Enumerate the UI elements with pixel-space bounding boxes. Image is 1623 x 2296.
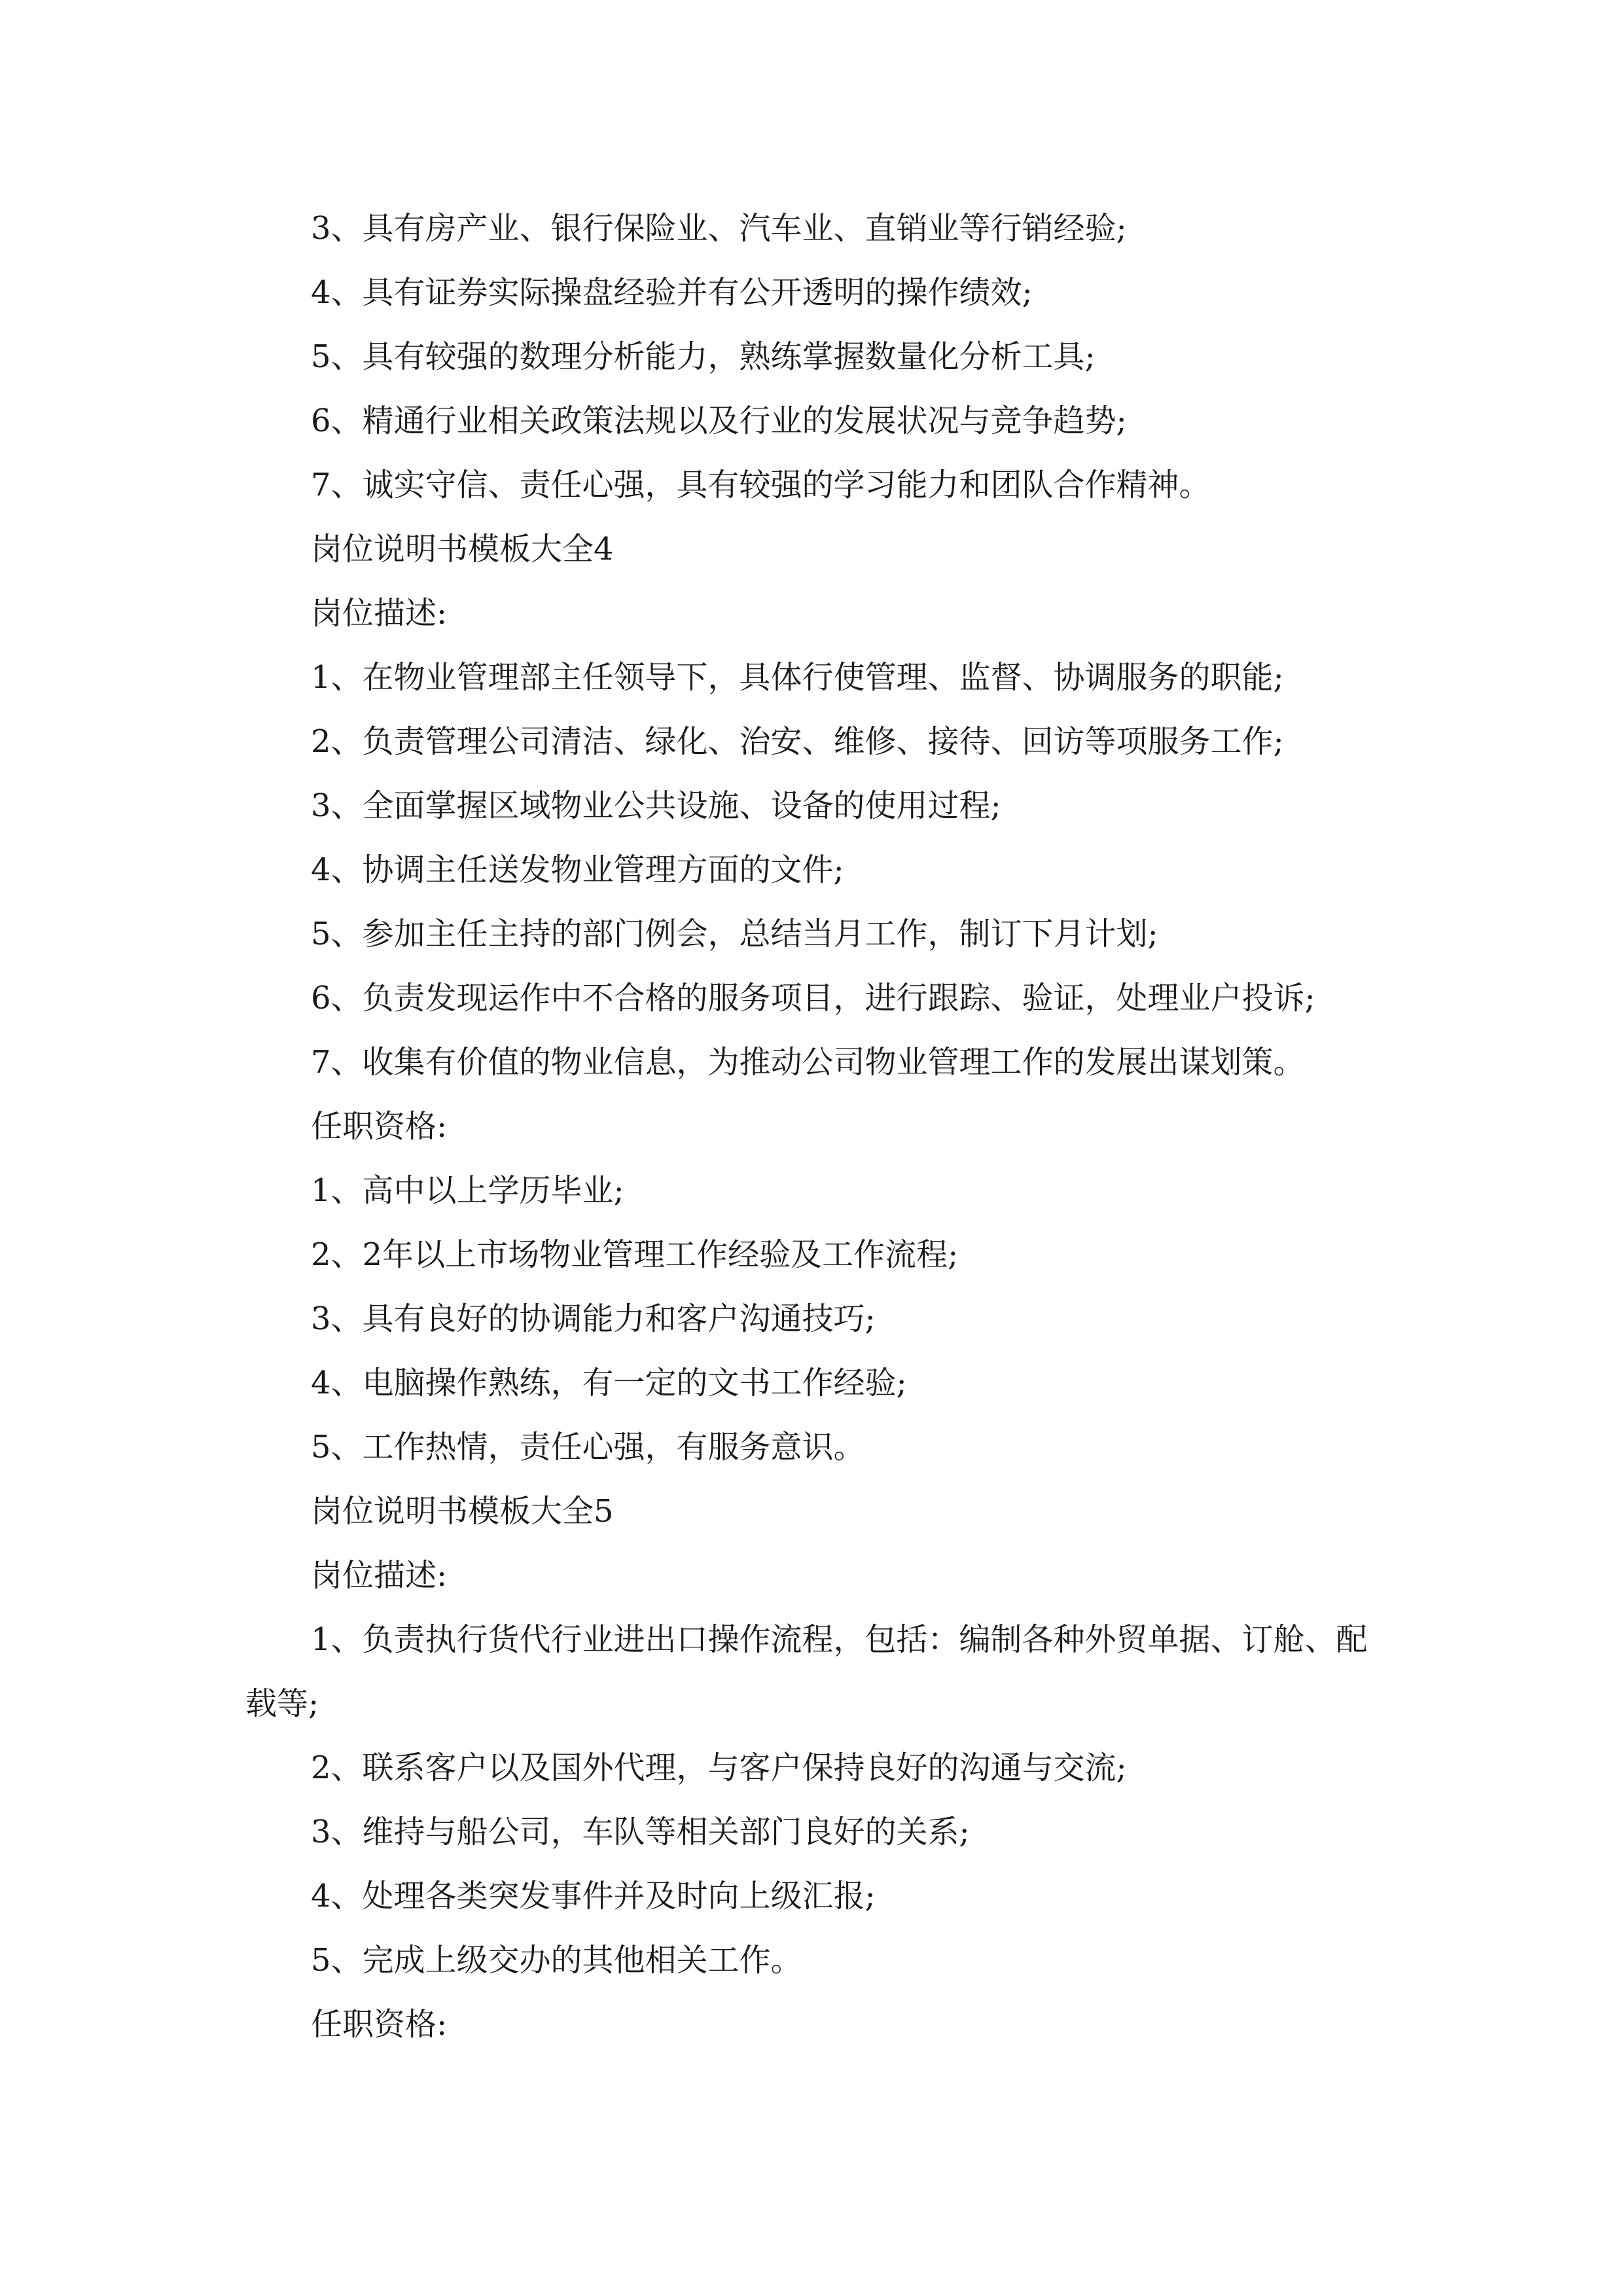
qualification-item: 7、诚实守信、责任心强，具有较强的学习能力和团队合作精神。 [311, 467, 1211, 503]
duty-item: 1、在物业管理部主任领导下，具体行使管理、监督、协调服务的职能; [311, 659, 1284, 696]
duty-item: 7、收集有价值的物业信息，为推动公司物业管理工作的发展出谋划策。 [311, 1044, 1305, 1081]
document-body [245, 196, 1378, 2056]
duty-item: 6、负责发现运作中不合格的服务项目，进行跟踪、验证，处理业户投诉; [311, 980, 1315, 1016]
subsection-heading: 岗位描述: [311, 1557, 448, 1594]
duty-item: 3、全面掌握区域物业公共设施、设备的使用过程; [311, 787, 1001, 824]
duty-item: 2、联系客户以及国外代理，与客户保持良好的沟通与交流; [311, 1749, 1127, 1786]
duty-item: 1、负责执行货代行业进出口操作流程，包括：编制各种外贸单据、订舱、配载等; [245, 1621, 1368, 1722]
section-heading: 岗位说明书模板大全5 [311, 1493, 614, 1530]
subsection-heading: 任职资格: [311, 1108, 448, 1145]
qualification-item: 6、精通行业相关政策法规以及行业的发展状况与竞争趋势; [311, 403, 1127, 439]
qualification-item: 5、具有较强的数理分析能力，熟练掌握数量化分析工具; [311, 338, 1096, 375]
qualification-item: 3、具有房产业、银行保险业、汽车业、直销业等行销经验; [311, 210, 1127, 247]
duty-item: 5、参加主任主持的部门例会，总结当月工作，制订下月计划; [311, 916, 1158, 952]
qualification-item: 5、工作热情，责任心强，有服务意识。 [311, 1429, 865, 1465]
subsection-heading: 岗位描述: [311, 595, 448, 632]
duty-item: 5、完成上级交办的其他相关工作。 [311, 1942, 802, 1979]
qualification-item: 4、具有证券实际操盘经验并有公开透明的操作绩效; [311, 274, 1033, 311]
duty-item: 4、协调主任送发物业管理方面的文件; [311, 852, 844, 888]
subsection-heading: 任职资格: [311, 2006, 448, 2043]
section-heading: 岗位说明书模板大全4 [311, 531, 614, 567]
duty-item: 4、处理各类突发事件并及时向上级汇报; [311, 1878, 876, 1914]
qualification-item: 1、高中以上学历毕业; [311, 1172, 624, 1209]
duty-item: 3、维持与船公司，车队等相关部门良好的关系; [311, 1814, 970, 1850]
duty-item: 2、负责管理公司清洁、绿化、治安、维修、接待、回访等项服务工作; [311, 723, 1284, 760]
qualification-item: 2、2年以上市场物业管理工作经验及工作流程; [311, 1236, 959, 1273]
qualification-item: 4、电脑操作熟练，有一定的文书工作经验; [311, 1365, 907, 1401]
qualification-item: 3、具有良好的协调能力和客户沟通技巧; [311, 1300, 876, 1337]
